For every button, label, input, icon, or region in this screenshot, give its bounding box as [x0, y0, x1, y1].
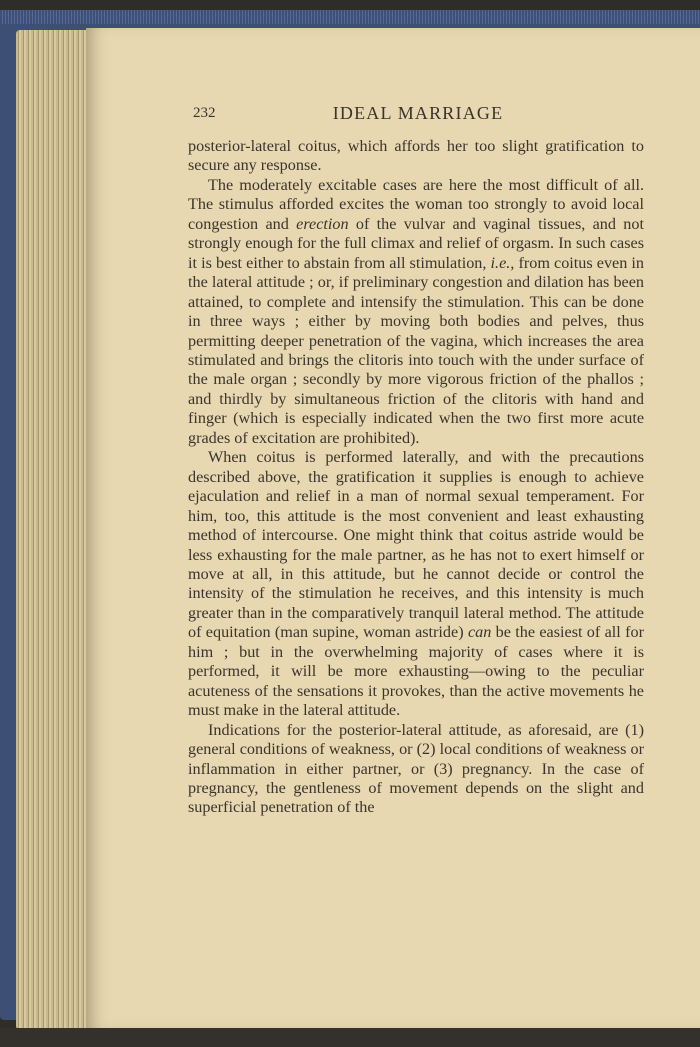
text-span: from coitus even in the lateral attitude ; or, if preliminary congestion and dilation has been attained, to complete and intensify the stimulation. This can be done in three ways ; either by moving both bodies and pelves, thus permitting deeper penetration of the vagina, which increases the area stimulated and brings the clitoris into touch with the under surface of the male organ ; secondly by more vigorous friction of the phallos ; and thirdly by simultaneous friction of the clitoris with hand and finger (which is especially indicated when the two first more acute grades of excitation are prohibited). [188, 253, 645, 447]
italic-span: can [467, 623, 492, 642]
text-span: Indications for the posterior-lateral attitude, as aforesaid, are (1) general conditions of weakness, or (2) local conditions of weakness or inflammation in either partner, or (3) pregnancy. In the case of pregnancy, the gentleness of movement depends on the slight and superficial penetration of the [188, 720, 644, 817]
page-number: 232 [193, 105, 216, 121]
italic-span: i.e., [490, 253, 515, 272]
text-span: be the easiest of all for him ; but in the overwhelming majority of cases where it is performed, it will be more exhausting—owing to the peculiar acuteness of the sensations it provokes, than the active movements he must make in the lateral attitude. [188, 623, 644, 720]
text-span: of the vulvar and vaginal tissues, and not strongly enough for the full climax and relief of orgasm. In such cases it is best either to abstain from all stimulation, [188, 214, 644, 272]
text-span: When coitus is performed laterally, and with the precautions described above, the gratification it supplies is enough to achieve ejaculation and relief in a man of normal sexual temperament. For him, too, this attitude is the most convenient and least exhausting method of intercourse. One might think that coitus astride would be less exhausting for the male partner, as he has not to exert himself or move at all, in this attitude, but he cannot decide or control the intensity of the stimulation he receives, and this intensity is much greater than in the comparatively tranquil lateral method. The attitude of equitation (man supine, woman astride) [188, 448, 644, 642]
table-surface [0, 1028, 700, 1047]
cover-cloth-edge [0, 10, 700, 24]
body-text [188, 137, 644, 818]
page-header [193, 103, 643, 127]
paragraph-2 [188, 176, 644, 448]
paragraph-1 [188, 137, 644, 176]
paragraph-3 [188, 448, 644, 720]
running-title: IDEAL MARRIAGE [332, 103, 504, 123]
paragraph-4 [188, 721, 644, 818]
page-edges-stack [16, 30, 96, 1030]
text-span: posterior-lateral coitus, which affords her too slight gratification to secure any response. [188, 137, 644, 175]
italic-span: erection [296, 214, 349, 233]
text-span: The moderately excitable cases are here the most difficult of all. The stimulus afforded excites the woman too strongly to avoid local congestion and [188, 175, 644, 233]
